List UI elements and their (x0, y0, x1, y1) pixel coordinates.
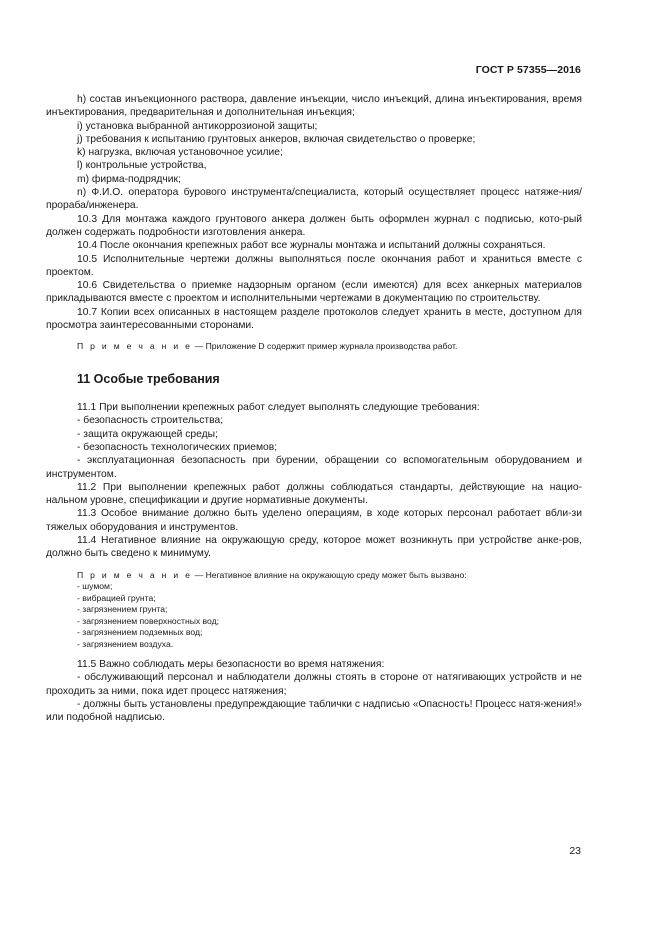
note-list-item: - шумом; (77, 581, 113, 592)
paragraph-10-5: 10.5 Исполнительные чертежи должны выполняться после окончания работ и храниться вместе с проектом. (46, 253, 582, 278)
list-item: - безопасность технологических приемов; (77, 441, 278, 453)
paragraph-11-3: 11.3 Особое внимание должно быть уделено операциям, в ходе которых персонал работает вбли-зи тяжелых оборудования и инструментов. (46, 508, 582, 533)
paragraph-10-3: 10.3 Для монтажа каждого грунтового анкера должен быть оформлен журнал с подписью, кото-рый должен содержать подробности изготовления анкера. (46, 213, 582, 238)
note-list-item: - загрязнением подземных вод; (77, 627, 203, 638)
list-item-j: j) требования к испытанию грунтовых анкеров, включая свидетельство о проверке; (77, 133, 476, 145)
list-item-n: n) Ф.И.О. оператора бурового инструмента/специалиста, который осуществляет процесс натяже-ния/прораба/инженера. (46, 187, 582, 212)
list-item-m: m) фирма-подрядчик; (77, 173, 181, 185)
list-item: - должны быть установлены предупреждающие таблички с надписью «Опасность! Процесс натя-жения!» или подобной надписью. (46, 698, 582, 724)
note-text: — Приложение D содержит пример журнала производства работ. (192, 341, 458, 352)
note-list-item: - загрязнением поверхностных вод; (77, 615, 220, 626)
note-label: П р и м е ч а н и е (77, 569, 193, 580)
note-text: — Негативное влияние на окружающую среду может быть вызвано: (192, 569, 467, 580)
note-environment (46, 570, 582, 581)
note-appendix-d (46, 341, 582, 352)
paragraph-11-2: 11.2 При выполнении крепежных работ должны соблюдаться стандарты, действующие на нацио-нальном уровне, спецификации и другие нормативные документы. (46, 481, 582, 507)
note-label: П р и м е ч а н и е (77, 341, 193, 352)
note-list-item: - загрязнением грунта; (77, 604, 168, 615)
page-number: 23 (569, 845, 581, 857)
list-item-h: h) состав инъекционного раствора, давление инъекции, число инъекций, длина инъектирования, время инъектирования, предварительная и дополнительная инъекция; (46, 94, 582, 119)
document-code-header: ГОСТ Р 57355—2016 (475, 64, 581, 76)
list-item-i: i) установка выбранной антикоррозионой защиты; (77, 120, 318, 132)
paragraph-11-1: 11.1 При выполнении крепежных работ следует выполнять следующие требования: (77, 402, 480, 414)
note-list-item: - загрязнением воздуха. (77, 638, 174, 649)
paragraph-10-4: 10.4 После окончания крепежных работ все журналы монтажа и испытаний должны сохраняться. (77, 240, 546, 252)
list-item: - обслуживающий персонал и наблюдатели должны стоять в стороне от натягивающих устройств и не проходить за ними, пока идет процесс натяжения; (46, 672, 582, 697)
list-item: - эксплуатационная безопасность при бурении, обращении со вспомогательным оборудованием и инструментом. (46, 455, 582, 480)
note-list-item: - вибрацией грунта; (77, 592, 156, 603)
paragraph-11-5: 11.5 Важно соблюдать меры безопасности во время натяжения: (77, 659, 385, 671)
list-item-l: l) контрольные устройства, (77, 160, 207, 172)
paragraph-11-4: 11.4 Негативное влияние на окружающую среду, которое может возникнуть при устройстве анке-ров, должно быть сведено к минимуму. (46, 535, 582, 560)
list-item: - безопасность строительства; (77, 415, 224, 427)
paragraph-10-6: 10.6 Свидетельства о приемке надзорным органом (если имеются) для всех анкерных материалов прикладываются вместе с проектом и исполнительными чертежами в документацию по строительству. (46, 280, 582, 305)
section-11-title: 11 Особые требования (77, 371, 220, 386)
list-item: - защита окружающей среды; (77, 428, 218, 440)
paragraph-10-7: 10.7 Копии всех описанных в настоящем разделе протоколов следует хранить в месте, доступном для просмотра заинтересованными сторонами. (46, 306, 582, 332)
list-item-k: k) нагрузка, включая установочное усилие; (77, 147, 283, 159)
document-body (46, 93, 582, 725)
